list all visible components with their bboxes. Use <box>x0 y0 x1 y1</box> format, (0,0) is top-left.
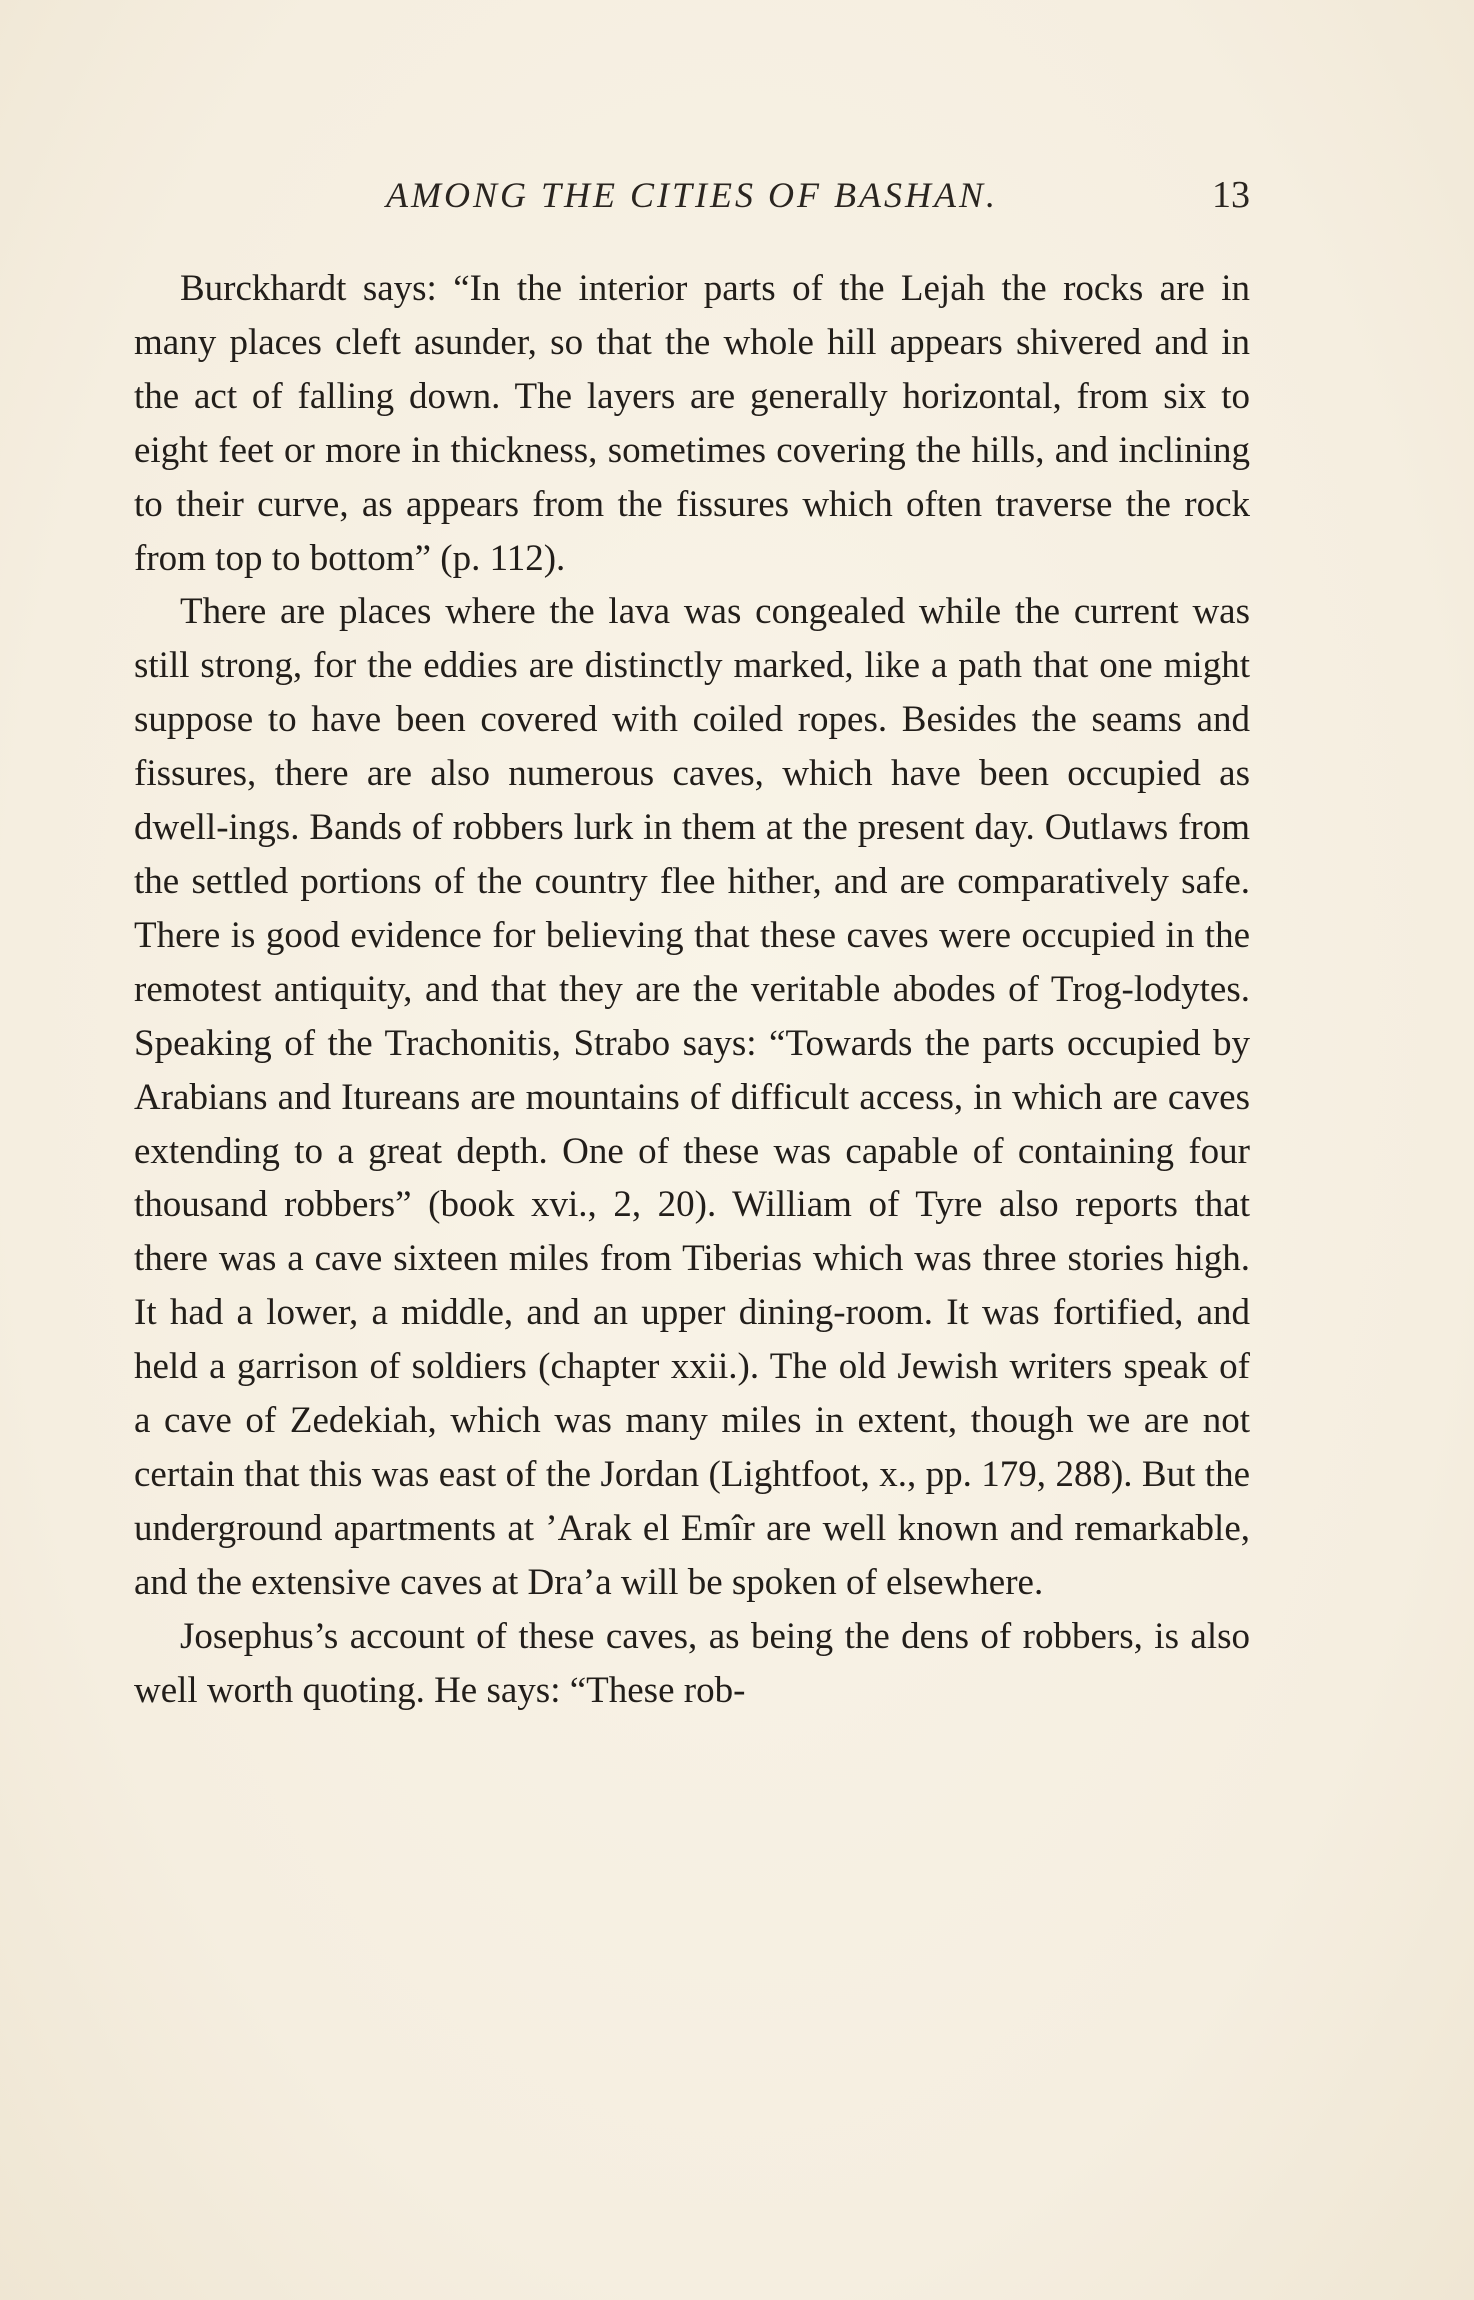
paragraph-josephus: Josephus’s account of these caves, as being the dens of robbers, is also well worth quoting. He says: “These rob- <box>134 1615 1250 1711</box>
page-header <box>134 170 1250 230</box>
body-text <box>134 262 1250 1717</box>
running-title: AMONG THE CITIES OF BASHAN. <box>386 175 998 215</box>
page-number: 13 <box>1212 174 1250 216</box>
paragraph-burckhardt: Burckhardt says: “In the interior parts of the Lejah the rocks are in many places cleft asunder, so that the whole hill appears shivered and in the act of falling down. The layers are generally horizontal, from six to eight feet or more in thickness, sometimes covering the hills, and inclining to their curve, as appears from the fissures which often traverse the rock from top to bottom” (p. 112). <box>134 268 1250 579</box>
paragraph-lava-caves: There are places where the lava was congealed while the current was still strong, for the eddies are distinctly marked, like a path that one might suppose to have been covered with coiled ropes. Besides the seams and fissures, there are also numerous caves, which have been occupied as dwell-ings. Bands of robbers lurk in them at the present day. Outlaws from the settled portions of the country flee hither, and are comparatively safe. There is good evidence for believing that these caves were occupied in the remotest antiquity, and that they are the veritable abodes of Trog-lodytes. Speaking of the Trachonitis, Strabo says: “Towards the parts occupied by Arabians and Itureans are mountains of difficult access, in which are caves extending to a great depth. One of these was capable of containing four thousand robbers” (book xvi., 2, 20). William of Tyre also reports that there was a cave sixteen miles from Tiberias which was three stories high. It had a lower, a middle, and an upper dining-room. It was fortified, and held a garrison of soldiers (chapter xxii.). The old Jewish writers speak of a cave of Zedekiah, which was many miles in extent, though we are not certain that this was east of the Jordan (Lightfoot, x., pp. 179, 288). But the underground apartments at ’Arak el Emîr are well known and remarkable, and the extensive caves at Dra’a will be spoken of elsewhere. <box>134 591 1250 1603</box>
